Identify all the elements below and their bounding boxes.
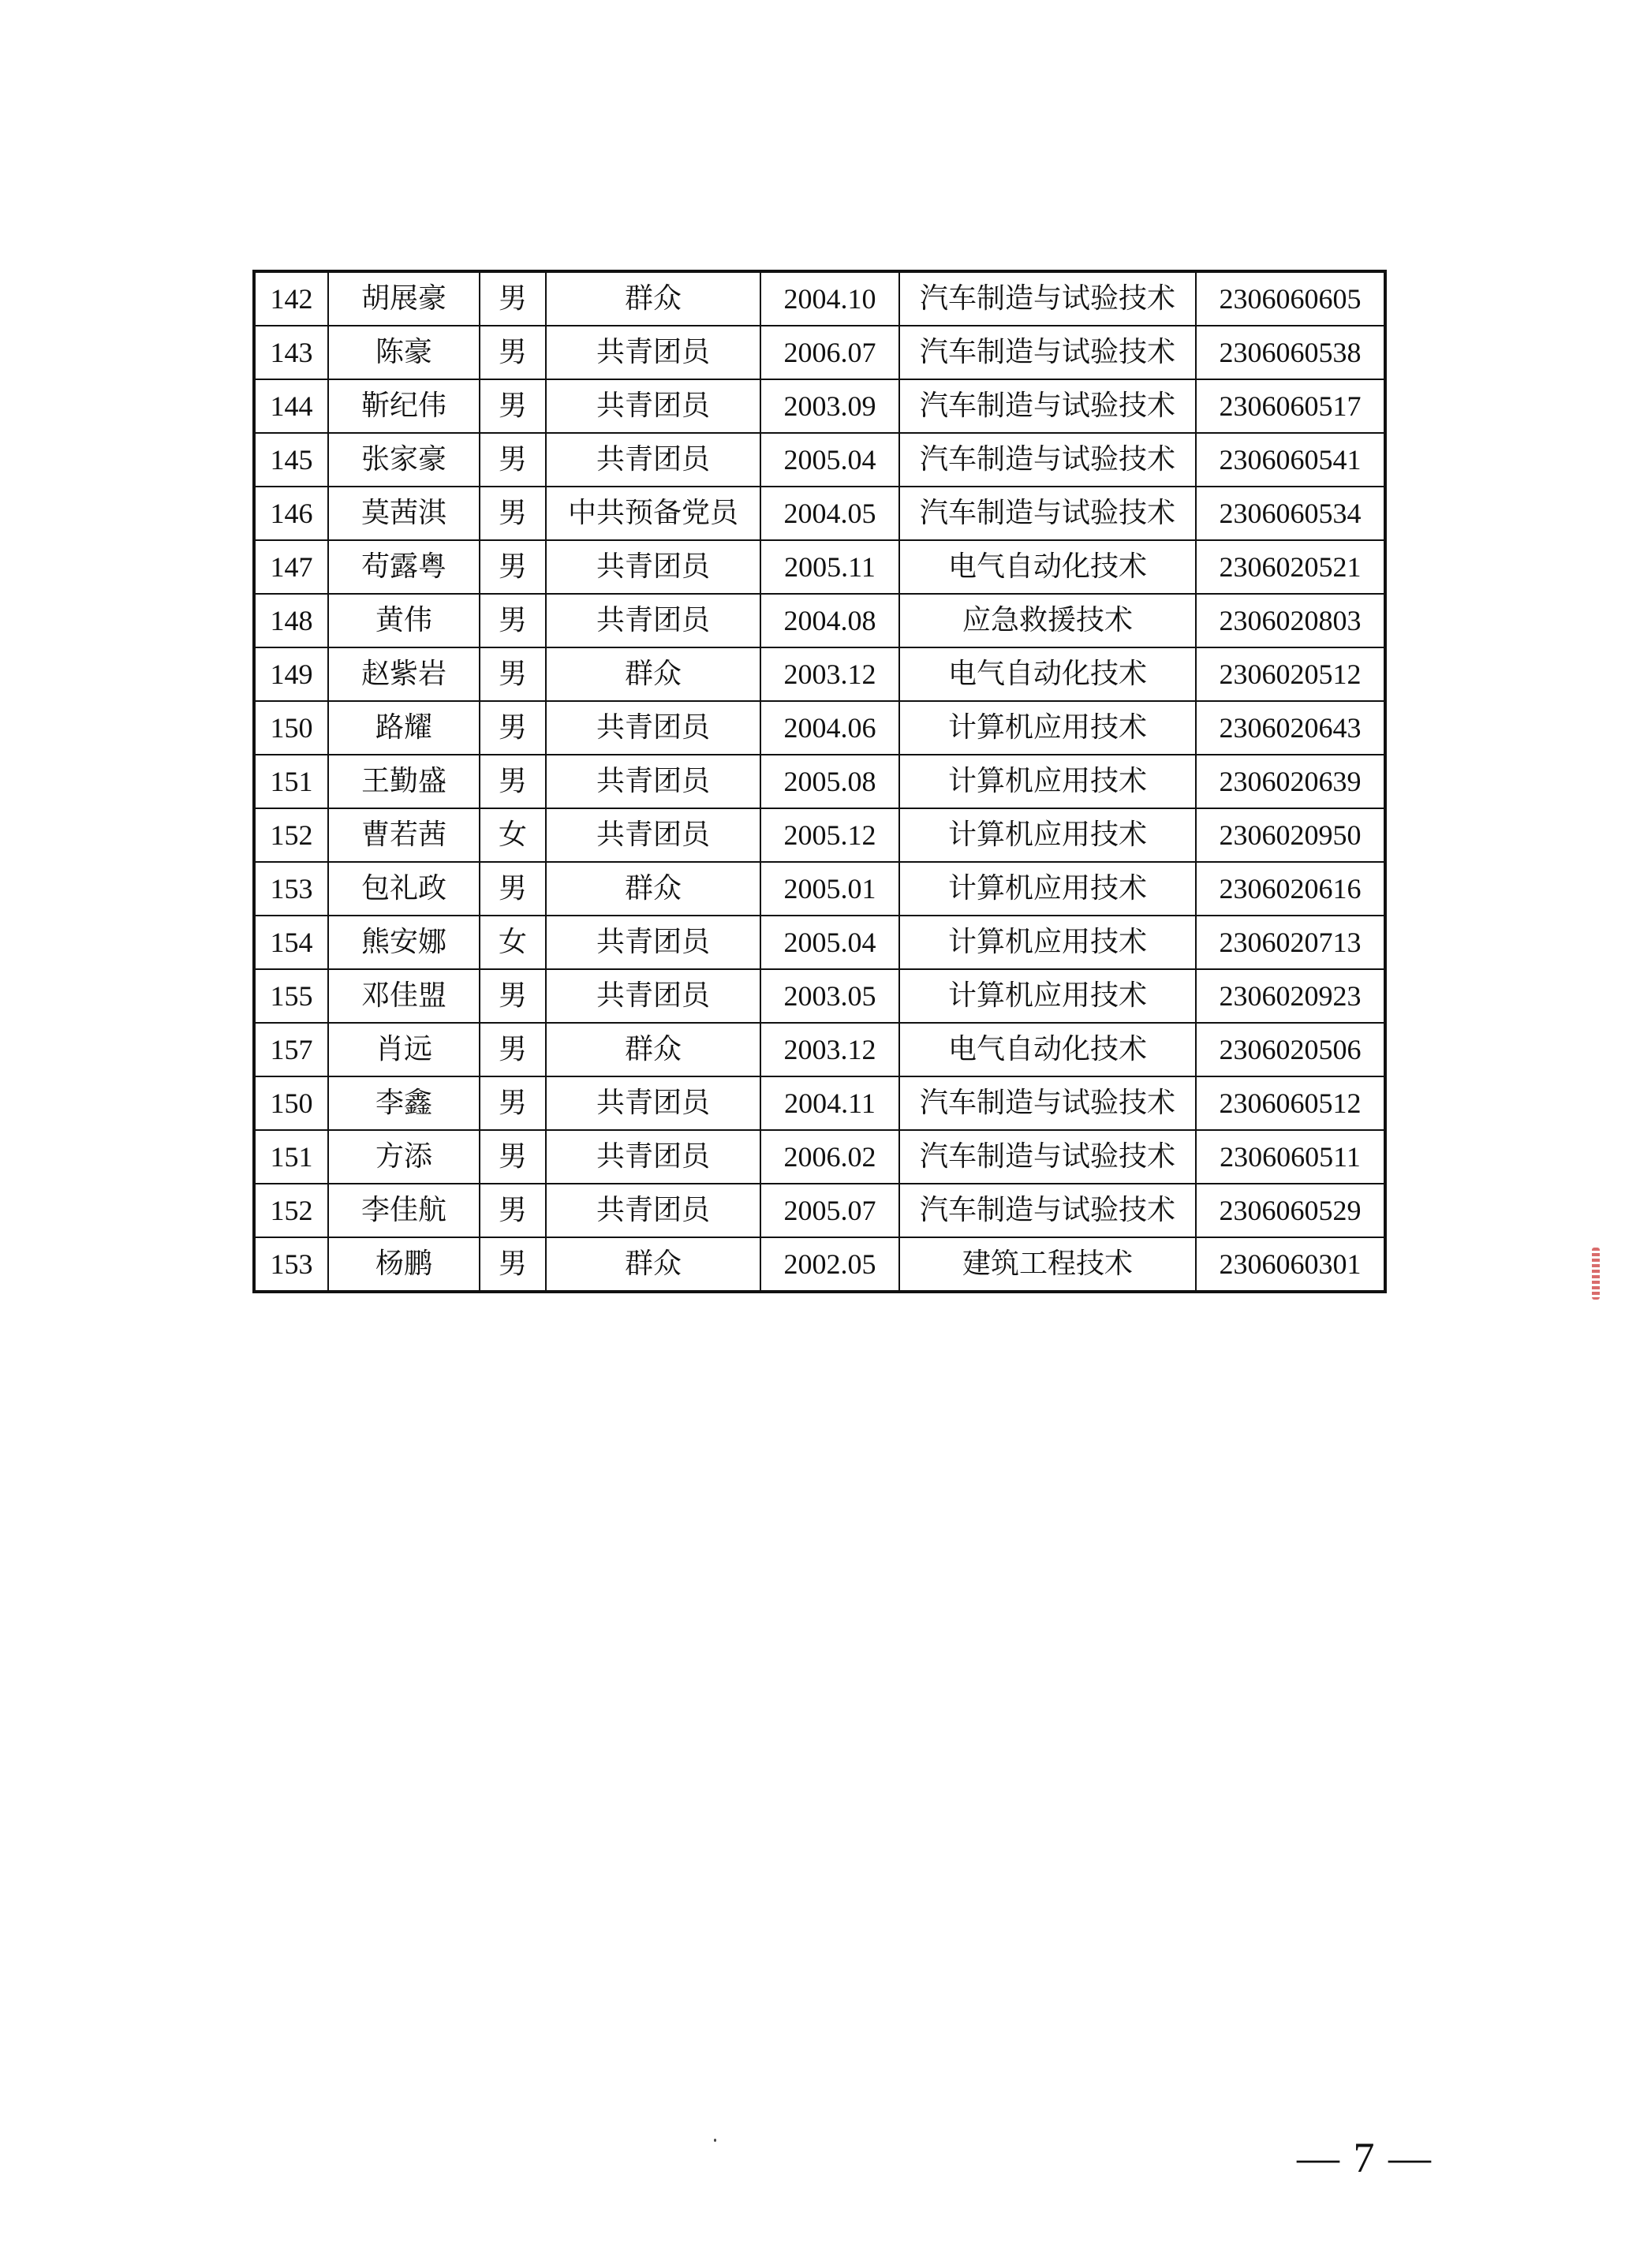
cell-serial-number: 145	[254, 433, 328, 487]
cell-gender: 男	[480, 1023, 546, 1076]
cell-birth-date: 2004.06	[760, 701, 899, 755]
cell-serial-number: 157	[254, 1023, 328, 1076]
cell-gender: 男	[480, 755, 546, 808]
cell-student-name: 王勤盛	[328, 755, 480, 808]
cell-serial-number: 152	[254, 808, 328, 862]
cell-student-name: 苟露粤	[328, 540, 480, 594]
cell-birth-date: 2004.08	[760, 594, 899, 647]
cell-political-status: 群众	[546, 271, 760, 326]
cell-political-status: 共青团员	[546, 969, 760, 1023]
cell-political-status: 群众	[546, 647, 760, 701]
cell-serial-number: 149	[254, 647, 328, 701]
cell-gender: 男	[480, 433, 546, 487]
cell-serial-number: 148	[254, 594, 328, 647]
cell-political-status: 群众	[546, 862, 760, 916]
cell-student-name: 李鑫	[328, 1076, 480, 1130]
cell-major: 汽车制造与试验技术	[899, 379, 1196, 433]
cell-political-status: 共青团员	[546, 808, 760, 862]
cell-major: 计算机应用技术	[899, 755, 1196, 808]
cell-student-name: 杨鹏	[328, 1237, 480, 1292]
table-row	[254, 1184, 1385, 1237]
table-row	[254, 701, 1385, 755]
cell-major: 汽车制造与试验技术	[899, 1076, 1196, 1130]
cell-gender: 男	[480, 271, 546, 326]
cell-student-name: 靳纪伟	[328, 379, 480, 433]
cell-student-id: 2306060541	[1196, 433, 1385, 487]
table-row	[254, 1076, 1385, 1130]
cell-major: 电气自动化技术	[899, 1023, 1196, 1076]
table-row	[254, 1130, 1385, 1184]
table-row	[254, 594, 1385, 647]
cell-political-status: 共青团员	[546, 1076, 760, 1130]
scan-speck	[714, 2139, 716, 2142]
cell-major: 计算机应用技术	[899, 701, 1196, 755]
cell-birth-date: 2005.11	[760, 540, 899, 594]
cell-major: 汽车制造与试验技术	[899, 1184, 1196, 1237]
table-row	[254, 326, 1385, 379]
cell-student-name: 赵紫岩	[328, 647, 480, 701]
cell-political-status: 中共预备党员	[546, 487, 760, 540]
cell-student-name: 邓佳盟	[328, 969, 480, 1023]
cell-gender: 男	[480, 1237, 546, 1292]
cell-student-id: 2306020512	[1196, 647, 1385, 701]
cell-serial-number: 155	[254, 969, 328, 1023]
cell-serial-number: 154	[254, 916, 328, 969]
table-row	[254, 916, 1385, 969]
cell-gender: 男	[480, 487, 546, 540]
cell-major: 汽车制造与试验技术	[899, 433, 1196, 487]
cell-student-id: 2306020639	[1196, 755, 1385, 808]
cell-major: 建筑工程技术	[899, 1237, 1196, 1292]
cell-serial-number: 147	[254, 540, 328, 594]
cell-major: 计算机应用技术	[899, 916, 1196, 969]
cell-major: 电气自动化技术	[899, 647, 1196, 701]
cell-major: 电气自动化技术	[899, 540, 1196, 594]
cell-political-status: 共青团员	[546, 379, 760, 433]
cell-gender: 男	[480, 1076, 546, 1130]
cell-gender: 女	[480, 808, 546, 862]
table-row	[254, 433, 1385, 487]
student-roster-table	[252, 270, 1387, 1293]
cell-serial-number: 142	[254, 271, 328, 326]
cell-birth-date: 2005.08	[760, 755, 899, 808]
cell-serial-number: 151	[254, 1130, 328, 1184]
cell-student-id: 2306020713	[1196, 916, 1385, 969]
cell-student-id: 2306020506	[1196, 1023, 1385, 1076]
table-row	[254, 755, 1385, 808]
cell-student-id: 2306060512	[1196, 1076, 1385, 1130]
cell-birth-date: 2003.05	[760, 969, 899, 1023]
cell-student-id: 2306020923	[1196, 969, 1385, 1023]
cell-student-name: 黄伟	[328, 594, 480, 647]
cell-birth-date: 2002.05	[760, 1237, 899, 1292]
cell-student-id: 2306060517	[1196, 379, 1385, 433]
table-row	[254, 1023, 1385, 1076]
cell-political-status: 共青团员	[546, 594, 760, 647]
cell-gender: 男	[480, 647, 546, 701]
roster-body	[254, 271, 1385, 1292]
cell-student-name: 肖远	[328, 1023, 480, 1076]
cell-student-name: 方添	[328, 1130, 480, 1184]
cell-student-id: 2306020950	[1196, 808, 1385, 862]
cell-political-status: 共青团员	[546, 755, 760, 808]
cell-student-id: 2306060605	[1196, 271, 1385, 326]
table-row	[254, 862, 1385, 916]
cell-gender: 男	[480, 1184, 546, 1237]
cell-gender: 男	[480, 701, 546, 755]
cell-gender: 男	[480, 1130, 546, 1184]
cell-political-status: 共青团员	[546, 1184, 760, 1237]
cell-gender: 男	[480, 969, 546, 1023]
cell-birth-date: 2005.07	[760, 1184, 899, 1237]
cell-birth-date: 2003.09	[760, 379, 899, 433]
cell-major: 汽车制造与试验技术	[899, 271, 1196, 326]
cell-political-status: 共青团员	[546, 701, 760, 755]
cell-serial-number: 151	[254, 755, 328, 808]
cell-student-id: 2306060511	[1196, 1130, 1385, 1184]
cell-student-name: 曹若茜	[328, 808, 480, 862]
cell-major: 汽车制造与试验技术	[899, 1130, 1196, 1184]
cell-serial-number: 150	[254, 701, 328, 755]
red-seal-edge-mark	[1592, 1248, 1600, 1300]
cell-student-name: 李佳航	[328, 1184, 480, 1237]
cell-serial-number: 150	[254, 1076, 328, 1130]
cell-serial-number: 153	[254, 862, 328, 916]
cell-birth-date: 2005.12	[760, 808, 899, 862]
cell-birth-date: 2006.07	[760, 326, 899, 379]
cell-political-status: 共青团员	[546, 1130, 760, 1184]
cell-student-id: 2306060534	[1196, 487, 1385, 540]
table-row	[254, 271, 1385, 326]
cell-political-status: 共青团员	[546, 540, 760, 594]
cell-student-name: 陈豪	[328, 326, 480, 379]
cell-gender: 男	[480, 540, 546, 594]
table-row	[254, 487, 1385, 540]
cell-major: 应急救援技术	[899, 594, 1196, 647]
cell-major: 计算机应用技术	[899, 969, 1196, 1023]
cell-political-status: 共青团员	[546, 433, 760, 487]
cell-student-name: 熊安娜	[328, 916, 480, 969]
cell-birth-date: 2006.02	[760, 1130, 899, 1184]
cell-serial-number: 153	[254, 1237, 328, 1292]
cell-political-status: 共青团员	[546, 326, 760, 379]
cell-student-id: 2306020616	[1196, 862, 1385, 916]
table-row	[254, 540, 1385, 594]
cell-student-id: 2306060301	[1196, 1237, 1385, 1292]
cell-birth-date: 2004.05	[760, 487, 899, 540]
cell-major: 计算机应用技术	[899, 862, 1196, 916]
cell-gender: 男	[480, 862, 546, 916]
cell-student-id: 2306060529	[1196, 1184, 1385, 1237]
cell-serial-number: 146	[254, 487, 328, 540]
cell-birth-date: 2005.04	[760, 916, 899, 969]
table-row	[254, 808, 1385, 862]
table-row	[254, 969, 1385, 1023]
cell-major: 计算机应用技术	[899, 808, 1196, 862]
cell-student-name: 胡展豪	[328, 271, 480, 326]
cell-student-name: 张家豪	[328, 433, 480, 487]
cell-gender: 男	[480, 326, 546, 379]
cell-serial-number: 152	[254, 1184, 328, 1237]
cell-political-status: 共青团员	[546, 916, 760, 969]
cell-birth-date: 2005.01	[760, 862, 899, 916]
cell-student-name: 路耀	[328, 701, 480, 755]
cell-birth-date: 2003.12	[760, 647, 899, 701]
cell-major: 汽车制造与试验技术	[899, 487, 1196, 540]
cell-student-id: 2306020521	[1196, 540, 1385, 594]
table-row	[254, 647, 1385, 701]
cell-gender: 男	[480, 594, 546, 647]
student-roster-table-container	[252, 270, 1384, 1293]
cell-birth-date: 2005.04	[760, 433, 899, 487]
cell-birth-date: 2004.10	[760, 271, 899, 326]
cell-student-id: 2306020643	[1196, 701, 1385, 755]
cell-student-id: 2306020803	[1196, 594, 1385, 647]
cell-student-id: 2306060538	[1196, 326, 1385, 379]
cell-serial-number: 143	[254, 326, 328, 379]
table-row	[254, 379, 1385, 433]
cell-political-status: 群众	[546, 1023, 760, 1076]
cell-gender: 男	[480, 379, 546, 433]
cell-birth-date: 2004.11	[760, 1076, 899, 1130]
cell-major: 汽车制造与试验技术	[899, 326, 1196, 379]
table-row	[254, 1237, 1385, 1292]
cell-birth-date: 2003.12	[760, 1023, 899, 1076]
cell-student-name: 莫茜淇	[328, 487, 480, 540]
cell-serial-number: 144	[254, 379, 328, 433]
cell-political-status: 群众	[546, 1237, 760, 1292]
page-number: — 7 —	[1297, 2134, 1433, 2181]
cell-gender: 女	[480, 916, 546, 969]
cell-student-name: 包礼政	[328, 862, 480, 916]
